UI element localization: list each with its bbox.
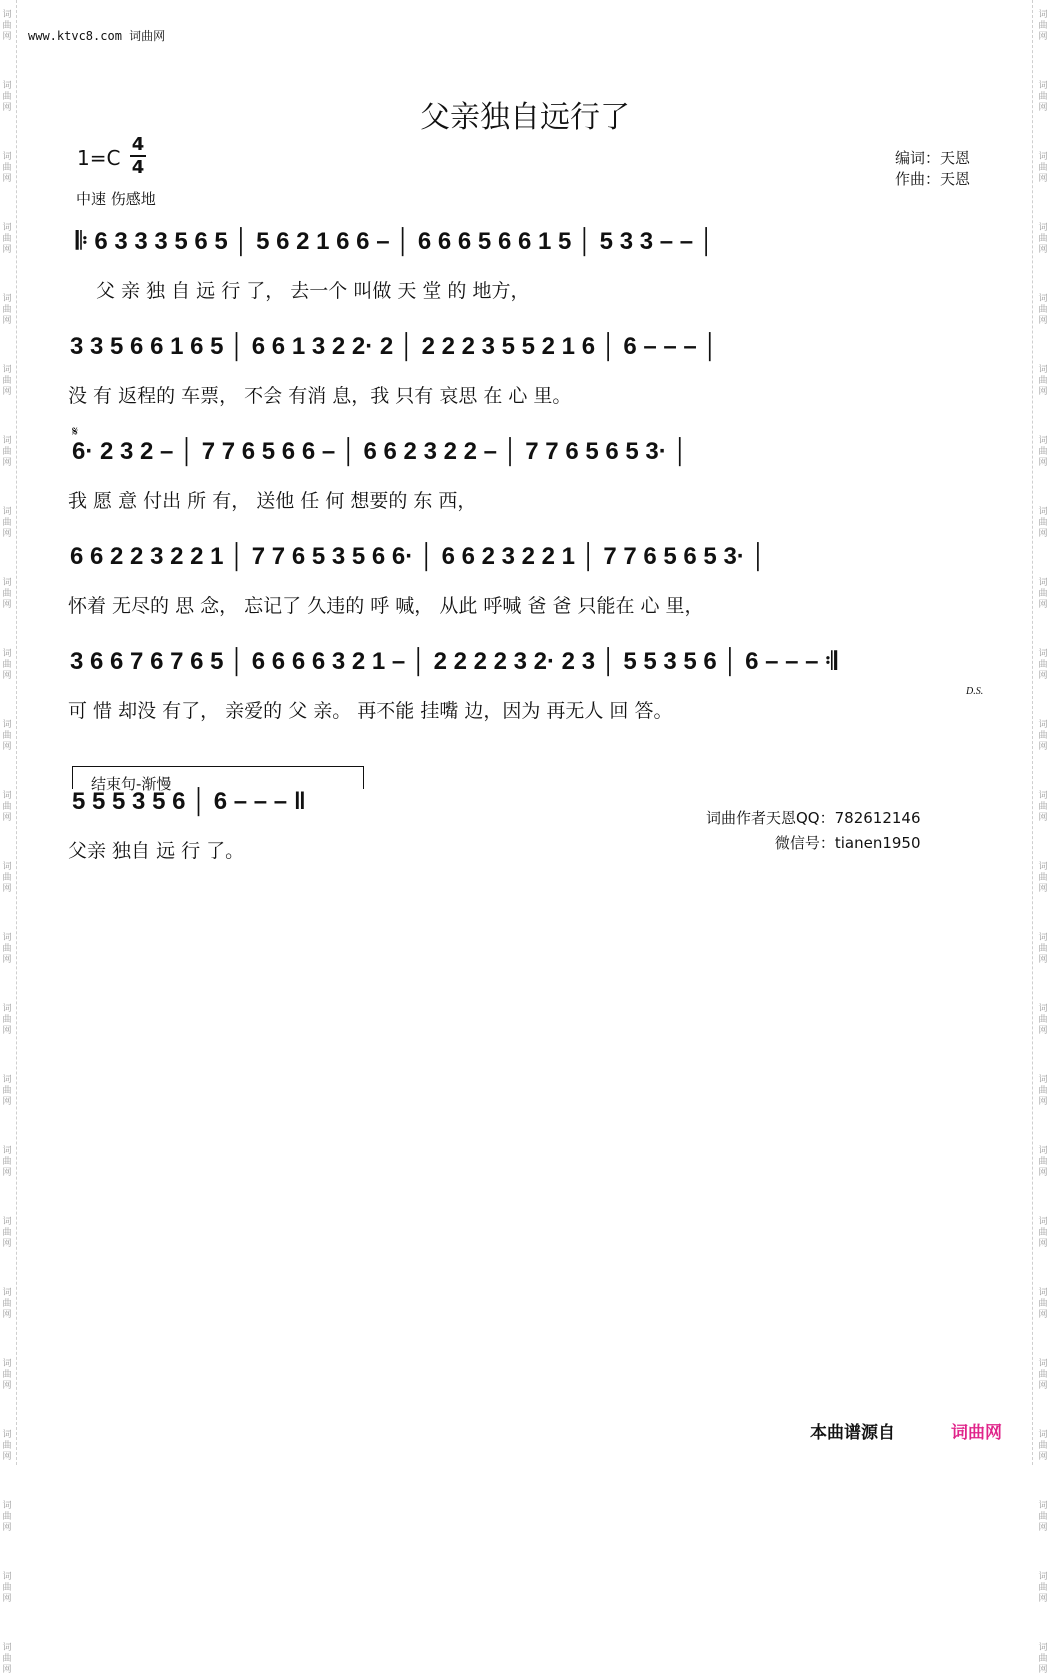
side-watermark-text: 词 曲 网	[2, 1004, 12, 1036]
staff-row-5	[0, 648, 1050, 768]
ending-label: 结束句-渐慢	[91, 775, 172, 793]
ending-bracket	[72, 766, 364, 793]
side-watermark-text: 词 曲 网	[1038, 1146, 1048, 1178]
da-segno-mark: D.S.	[966, 686, 984, 697]
footer	[810, 1418, 1002, 1443]
lyricist-credit: 编词：天恩	[895, 149, 971, 167]
side-watermark-text: 词 曲 网	[1038, 1501, 1048, 1533]
side-watermark-text: 词 曲 网	[2, 152, 12, 184]
side-watermark-text: 词 曲 网	[1038, 81, 1048, 113]
side-watermark-text: 词 曲 网	[1038, 507, 1048, 539]
notes-row-5: 3 6 6 7 6 7 6 5 │ 6 6 6 6 3 2 1 – │ 2 2 2 2 3 2· 2 3 │ 5 5 3 5 6 │ 6 – – – 𝄇	[70, 648, 837, 675]
side-watermark-text: 词 曲 网	[2, 578, 12, 610]
staff-row-2	[0, 333, 1050, 453]
side-watermark-text: 词 曲 网	[1038, 720, 1048, 752]
side-watermark-text: 词 曲 网	[2, 1501, 12, 1533]
notes-row-3: 6· 2 3 2 – │ 7 7 6 5 6 6 – │ 6 6 2 3 2 2 – │ 7 7 6 5 6 5 3· │	[72, 438, 689, 465]
side-watermark-text: 词 曲 网	[1038, 152, 1048, 184]
staff-row-4	[0, 543, 1050, 663]
side-watermark-text: 词 曲 网	[1038, 1075, 1048, 1107]
staff-row-3	[0, 438, 1050, 558]
lyrics-row-4: 怀着 无尽的 思 念， 忘记了 久违的 呼 喊， 从此 呼喊 爸 爸 只能在 心 里，	[68, 595, 704, 617]
side-watermark-text: 词 曲 网	[1038, 649, 1048, 681]
side-watermark-text: 词 曲 网	[2, 1217, 12, 1249]
notes-ending: 5 5 5 3 5 6 │ 6 – – – ‖	[72, 788, 306, 815]
side-watermark-text: 词 曲 网	[1038, 1004, 1048, 1036]
segno-sign: 𝄋	[72, 424, 79, 440]
side-watermark-text: 词 曲 网	[2, 933, 12, 965]
side-watermark-text: 词 曲 网	[1038, 1288, 1048, 1320]
lyrics-row-5: 可 惜 却没 有了， 亲爱的 父 亲。 再不能 挂嘴 边，因为 再无人 回 答。	[68, 700, 673, 722]
site-url[interactable]: www.ktvc8.com 词曲网	[28, 29, 166, 43]
side-watermark-text: 词 曲 网	[1038, 365, 1048, 397]
lyrics-row-2: 没 有 返程的 车票， 不会 有消 息，我 只有 哀思 在 心 里。	[68, 385, 572, 407]
notes-row-1: 𝄆 6 3 3 3 5 6 5 │ 5 6 2 1 6 6 – │ 6 6 6 5 6 6 1 5 │ 5 3 3 – – │	[76, 228, 715, 255]
side-watermark-text: 词 曲 网	[2, 1075, 12, 1107]
side-watermark-text: 词 曲 网	[2, 81, 12, 113]
side-watermark-text: 词 曲 网	[2, 1430, 12, 1462]
side-watermark-text: 词 曲 网	[2, 1288, 12, 1320]
side-watermark-text: 词 曲 网	[1038, 10, 1048, 42]
side-watermark-text: 词 曲 网	[2, 791, 12, 823]
credits	[895, 148, 970, 190]
wechat-contact: 微信号：tianen1950	[774, 834, 921, 852]
side-watermark-text: 词 曲 网	[1038, 933, 1048, 965]
time-sig-bottom: 4	[131, 157, 145, 178]
side-watermark-text: 词 曲 网	[1038, 1643, 1048, 1675]
lyrics-ending: 父亲 独自 远 行 了。	[68, 840, 245, 862]
staff-row-1	[0, 228, 1050, 348]
footer-brand-link[interactable]: 词曲网	[951, 1423, 1002, 1443]
side-watermark-text: 词 曲 网	[2, 507, 12, 539]
key-signature: 1=C	[77, 146, 121, 170]
side-watermark-text: 词 曲 网	[2, 1572, 12, 1604]
side-watermark-text: 词 曲 网	[1038, 436, 1048, 468]
side-watermark-text: 词 曲 网	[2, 365, 12, 397]
qq-contact: 词曲作者天恩QQ：782612146	[706, 809, 921, 827]
time-sig-top: 4	[131, 134, 145, 155]
notes-row-2: 3 3 5 6 6 1 6 5 │ 6 6 1 3 2 2· 2 │ 2 2 2 3 5 5 2 1 6 │ 6 – – – │	[70, 333, 719, 360]
side-watermark-text: 词 曲 网	[2, 862, 12, 894]
side-watermark-text: 词 曲 网	[1038, 223, 1048, 255]
footer-source: 本曲谱源自	[810, 1423, 895, 1443]
side-watermark-text: 词 曲 网	[2, 1359, 12, 1391]
composer-credit: 作曲：天恩	[895, 170, 971, 188]
side-watermark-text: 词 曲 网	[2, 10, 12, 42]
lyrics-row-3: 我 愿 意 付出 所 有， 送他 任 何 想要的 东 西，	[68, 490, 477, 512]
side-watermark-text: 词 曲 网	[2, 649, 12, 681]
side-watermark-text: 词 曲 网	[1038, 1572, 1048, 1604]
side-watermark-text: 词 曲 网	[1038, 1217, 1048, 1249]
side-watermark-text: 词 曲 网	[1038, 862, 1048, 894]
side-watermark-text: 词 曲 网	[1038, 578, 1048, 610]
side-watermark-text: 词 曲 网	[1038, 294, 1048, 326]
side-watermark-text: 词 曲 网	[2, 294, 12, 326]
song-title: 父亲独自远行了	[420, 100, 630, 135]
side-watermark-text: 词 曲 网	[1038, 791, 1048, 823]
side-watermark-text: 词 曲 网	[2, 1643, 12, 1675]
side-watermark-text: 词 曲 网	[2, 720, 12, 752]
tempo-marking: 中速 伤感地	[76, 190, 156, 208]
side-watermark-text: 词 曲 网	[1038, 1430, 1048, 1462]
notes-row-4: 6 6 2 2 3 2 2 1 │ 7 7 6 5 3 5 6 6· │ 6 6 2 3 2 2 1 │ 7 7 6 5 6 5 3· │	[70, 543, 767, 570]
time-signature	[128, 134, 148, 178]
side-watermark-text: 词 曲 网	[2, 223, 12, 255]
side-watermark-text: 词 曲 网	[2, 436, 12, 468]
side-watermark-text: 词 曲 网	[2, 1146, 12, 1178]
lyrics-row-1: 父 亲 独 自 远 行 了， 去一个 叫做 天 堂 的 地方，	[96, 280, 530, 302]
side-watermark-text: 词 曲 网	[1038, 1359, 1048, 1391]
contact-info	[706, 806, 921, 856]
